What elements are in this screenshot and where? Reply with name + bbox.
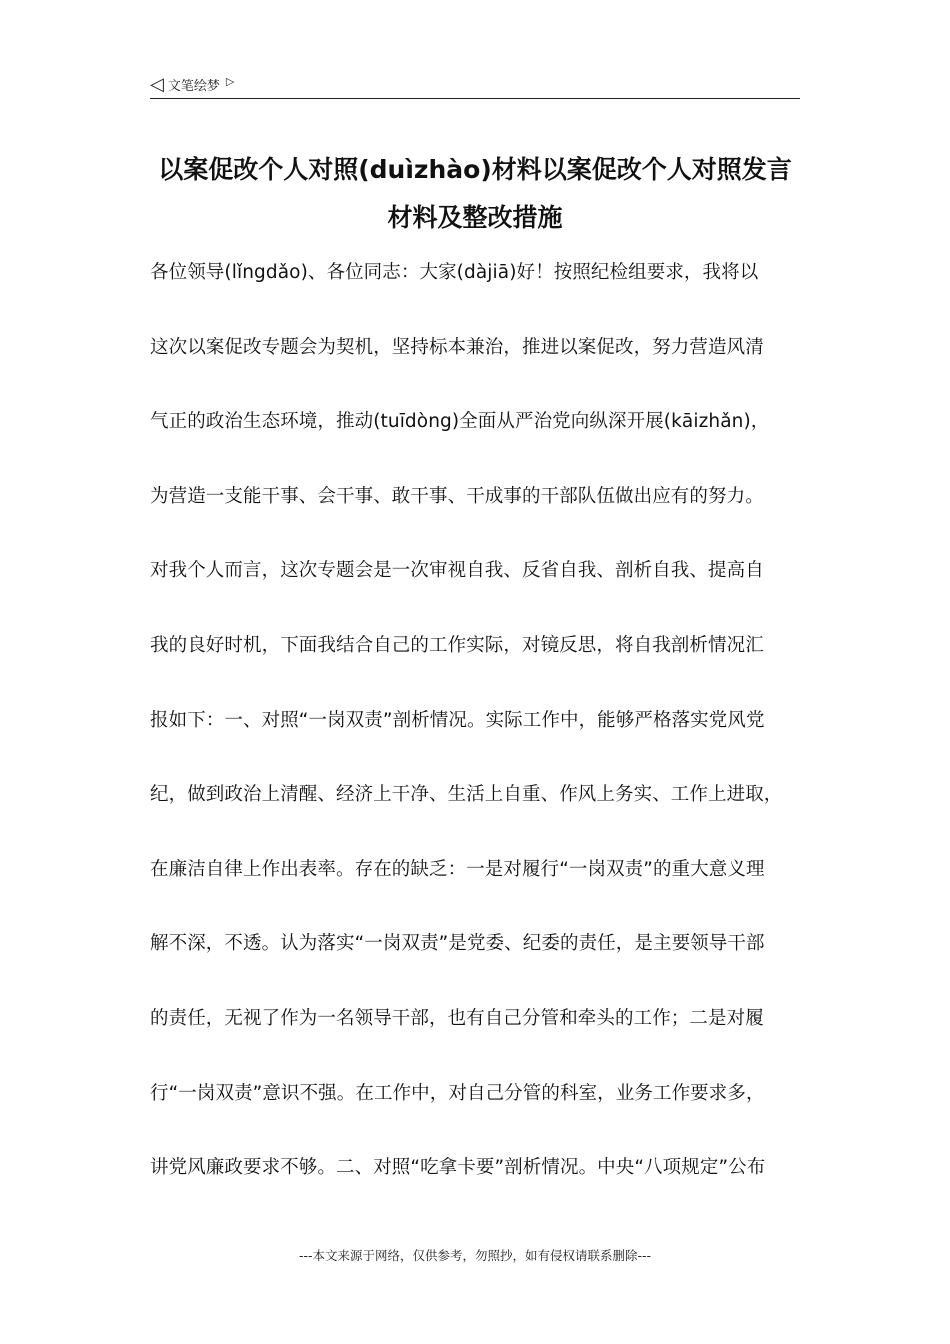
title-line-1: 以案促改个人对照(duìzhào)材料以案促改个人对照发言 (158, 155, 792, 184)
body-line: 我的良好时机，下面我结合自己的工作实际，对镜反思，将自我剖析情况汇 (150, 634, 764, 656)
page-header (150, 72, 800, 99)
body-line: 在廉洁自律上作出表率。存在的缺乏：一是对履行“一岗双责”的重大意义理 (150, 858, 765, 880)
body-line: 的责任，无视了作为一名领导干部，也有自己分管和牵头的工作；二是对履 (150, 1007, 764, 1029)
body-line: 纪，做到政治上清醒、经济上干净、生活上自重、作风上务实、工作上进取， (150, 784, 783, 806)
body-line: 各位领导(lǐngdǎo)、各位同志：大家(dàjiā)好！按照纪检组要求，我将以 (150, 262, 759, 283)
body-line: 气正的政治生态环境，推动(tuīdòng)全面从严治党向纵深开展(kāizhǎn)， (150, 411, 770, 433)
document-body (150, 255, 800, 1225)
triangle-right-icon: ▷ (225, 75, 235, 88)
body-line: 报如下：一、对照“一岗双责”剖析情况。实际工作中，能够严格落实党风党 (150, 709, 765, 731)
page-footer: ---本文来源于网络，仅供参考，勿照抄，如有侵权请联系删除--- (298, 1248, 652, 1263)
brand-logo (150, 75, 234, 94)
body-line: 讲党风廉政要求不够。二、对照“吃拿卡要”剖析情况。中央“八项规定”公布 (150, 1157, 766, 1179)
body-line: 这次以案促改专题会为契机，坚持标本兼治，推进以案促改，努力营造风清 (150, 336, 764, 358)
document-title (150, 146, 800, 242)
brand-name: 文笔绘梦 (167, 79, 220, 94)
body-line: 解不深，不透。认为落实“一岗双责”是党委、纪委的责任，是主要领导干部 (150, 933, 765, 955)
body-line: 行“一岗双责”意识不强。在工作中，对自己分管的科室，业务工作要求多， (150, 1082, 765, 1104)
title-line-2: 材料及整改措施 (387, 203, 563, 232)
body-line: 对我个人而言，这次专题会是一次审视自我、反省自我、剖析自我、提高自 (150, 560, 764, 582)
triangle-left-icon: ◁ (150, 73, 164, 95)
body-line: 为营造一支能干事、会干事、敢干事、干成事的干部队伍做出应有的努力。 (150, 485, 764, 507)
